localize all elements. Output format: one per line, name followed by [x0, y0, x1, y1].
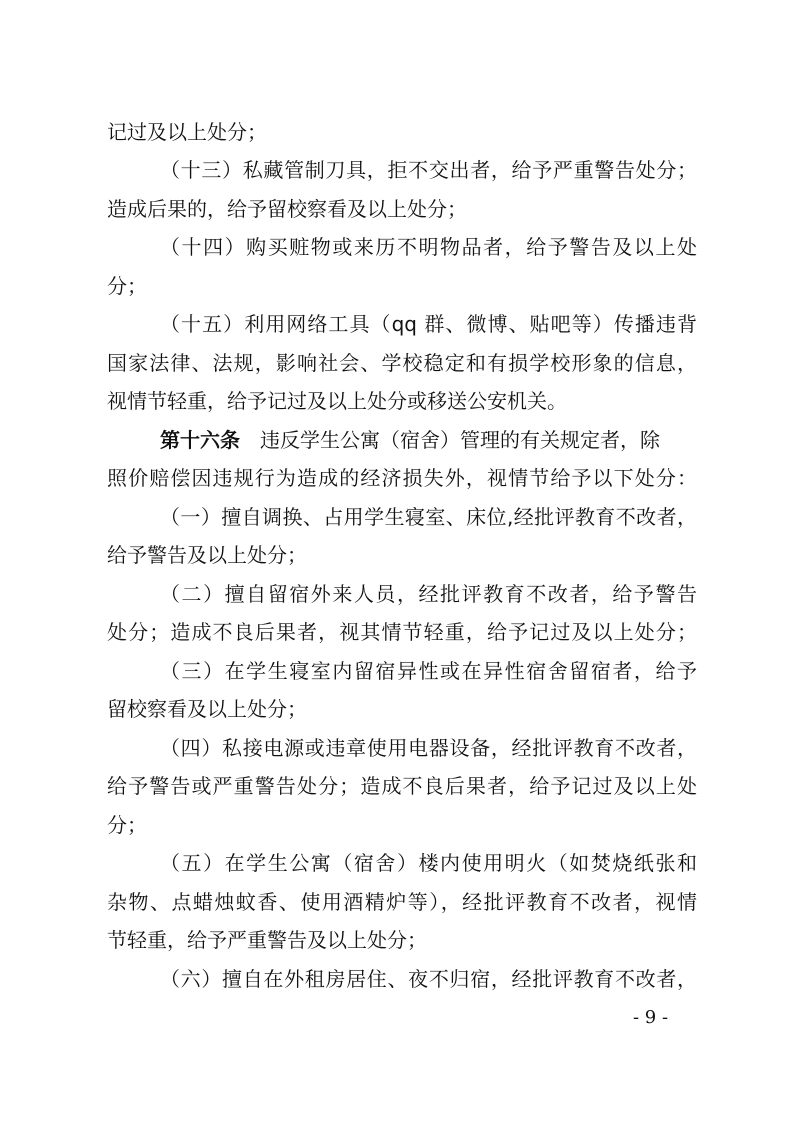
text-line: （四）私接电源或违章使用电器设备，经批评教育不改者， — [160, 736, 697, 760]
text-line: 照价赔偿因违规行为造成的经济损失外，视情节给予以下处分： — [107, 466, 697, 490]
text-line: 给予警告或严重警告处分；造成不良后果者，给予记过及以上处 — [107, 774, 697, 798]
text-line: 视情节轻重，给予记过及以上处分或移送公安机关。 — [107, 389, 567, 413]
text-line: 造成后果的，给予留校察看及以上处分； — [107, 197, 467, 221]
text-line: 国家法律、法规，影响社会、学校稳定和有损学校形象的信息， — [107, 351, 697, 375]
text-line: （三）在学生寝室内留宿异性或在异性宿舍留宿者，给予 — [160, 659, 697, 683]
text-line: （十四）购买赃物或来历不明物品者，给予警告及以上处 — [160, 235, 697, 259]
text-line: （五）在学生公寓（宿舍）楼内使用明火（如焚烧纸张和 — [160, 851, 697, 875]
text-line: 分； — [107, 813, 147, 837]
article-16-line — [160, 428, 697, 452]
text-line: 给予警告及以上处分； — [107, 543, 307, 567]
article-text: 违反学生公寓（宿舍）管理的有关规定者，除 — [260, 428, 660, 452]
text-line: 处分；造成不良后果者，视其情节轻重，给予记过及以上处分； — [107, 620, 697, 644]
text-line: （十五）利用网络工具（qq 群、微博、贴吧等）传播违背 — [160, 312, 697, 336]
text-line: （六）擅自在外租房居住、夜不归宿，经批评教育不改者， — [160, 967, 697, 991]
text-line: （一）擅自调换、占用学生寝室、床位,经批评教育不改者， — [160, 505, 697, 529]
text-line: 留校察看及以上处分； — [107, 697, 307, 721]
article-heading: 第十六条 — [160, 428, 240, 452]
text-line: 节轻重，给予严重警告及以上处分； — [107, 928, 427, 952]
text-line: 记过及以上处分； — [107, 120, 267, 144]
text-line: （二）擅自留宿外来人员，经批评教育不改者，给予警告 — [160, 582, 697, 606]
text-line: 分； — [107, 274, 147, 298]
text-line: 杂物、点蜡烛蚊香、使用酒精炉等），经批评教育不改者，视情 — [107, 890, 697, 914]
text-line: （十三）私藏管制刀具，拒不交出者，给予严重警告处分； — [160, 158, 697, 182]
page-number: - 9 - — [633, 1007, 669, 1028]
